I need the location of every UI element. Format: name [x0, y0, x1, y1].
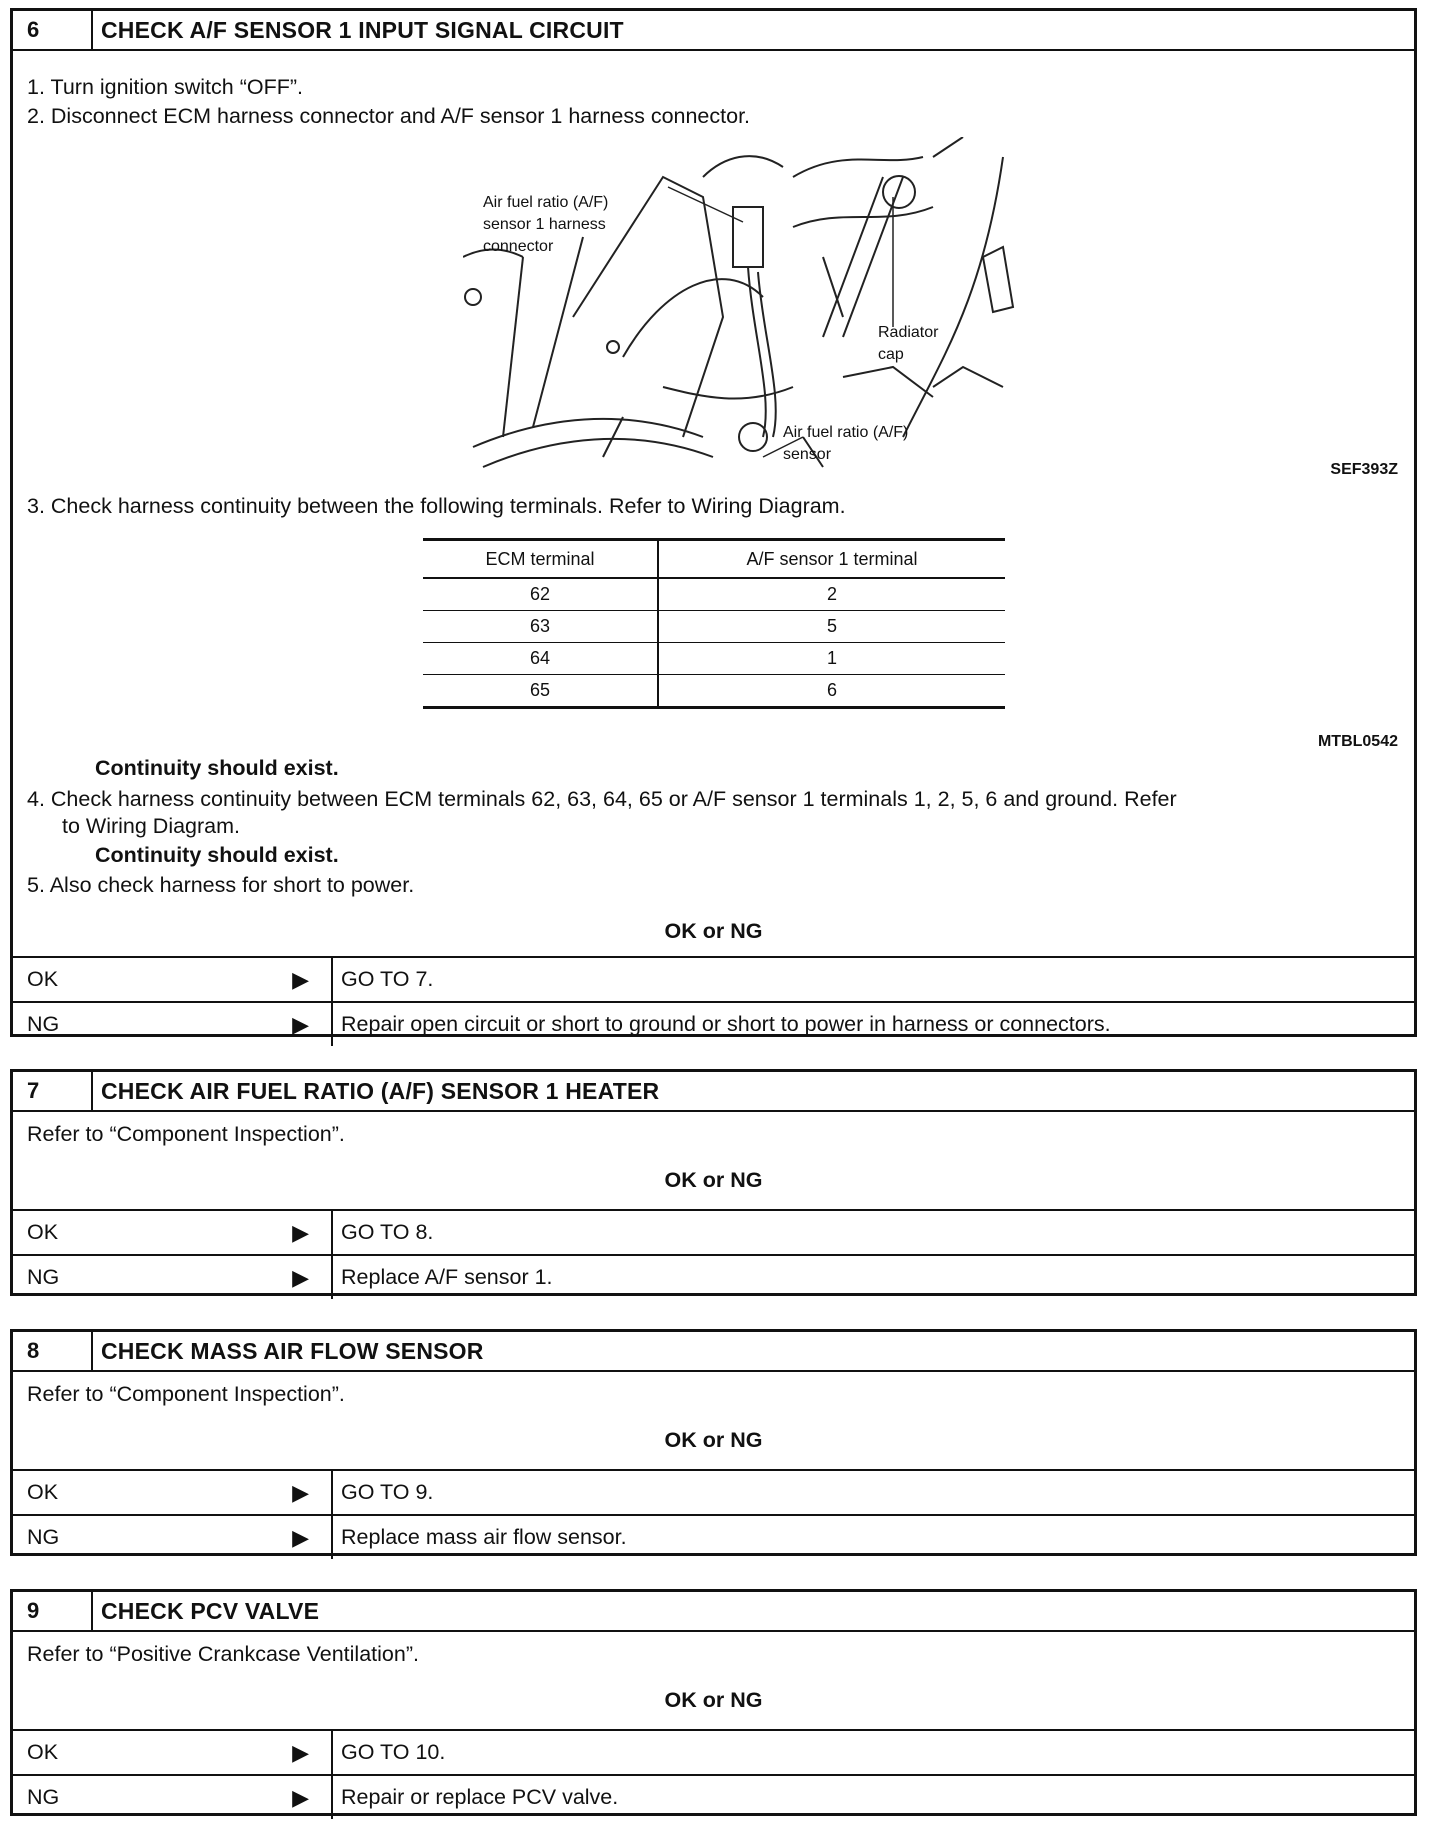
result-label: OK	[27, 1740, 59, 1764]
result-row-ng	[13, 1774, 1414, 1819]
step-7-box	[10, 1069, 1417, 1296]
instruction-line: Refer to “Component Inspection”.	[27, 1122, 345, 1146]
table-cell: 65	[423, 675, 658, 708]
ok-or-ng-label: OK or NG	[664, 919, 763, 943]
result-label: OK	[27, 1480, 59, 1504]
instruction-line: 4. Check harness continuity between ECM terminals 62, 63, 64, 65 or A/F sensor 1 terminals 1, 2, 5, 6 and ground. Refer	[27, 787, 1177, 811]
instruction-line: Refer to “Component Inspection”.	[27, 1382, 345, 1406]
arrow-icon: ▶	[292, 1264, 309, 1290]
step-title: CHECK A/F SENSOR 1 INPUT SIGNAL CIRCUIT	[101, 16, 624, 43]
step-header	[13, 1592, 1414, 1632]
step-title: CHECK PCV VALVE	[101, 1597, 320, 1624]
result-action: GO TO 9.	[331, 1471, 1414, 1514]
table-row	[423, 578, 1005, 611]
result-label: OK	[27, 1220, 59, 1244]
arrow-icon: ▶	[292, 1739, 309, 1765]
figure-code: SEF393Z	[1330, 461, 1398, 478]
terminal-table	[423, 538, 1005, 709]
table-cell: 5	[658, 611, 1005, 643]
step-body	[13, 1372, 1414, 1469]
result-label: OK	[27, 967, 59, 991]
instruction-line: 3. Check harness continuity between the following terminals. Refer to Wiring Diagram.	[27, 494, 846, 518]
result-action: Replace A/F sensor 1.	[331, 1256, 1414, 1299]
result-action: Repair open circuit or short to ground or short to power in harness or connectors.	[331, 1003, 1414, 1046]
result-action: GO TO 7.	[331, 958, 1414, 1001]
step-6-box	[10, 8, 1417, 1037]
instruction-line: Refer to “Positive Crankcase Ventilation”.	[27, 1642, 419, 1666]
table-header-row	[423, 540, 1005, 579]
table-cell: 6	[658, 675, 1005, 708]
step-number: 8	[13, 1332, 93, 1370]
step-number: 9	[13, 1592, 93, 1630]
table-row	[423, 643, 1005, 675]
step-title: CHECK MASS AIR FLOW SENSOR	[101, 1337, 484, 1364]
step-9-box	[10, 1589, 1417, 1816]
result-row-ok	[13, 1729, 1414, 1774]
result-row-ok	[13, 956, 1414, 1001]
result-row-ng	[13, 1254, 1414, 1299]
result-label: NG	[27, 1785, 60, 1809]
table-cell: 64	[423, 643, 658, 675]
figure-callout-connector: Air fuel ratio (A/F)	[483, 194, 609, 211]
ok-or-ng-label: OK or NG	[664, 1168, 763, 1192]
result-row-ng	[13, 1001, 1414, 1046]
result-label: NG	[27, 1012, 60, 1036]
result-label: NG	[27, 1525, 60, 1549]
step-number: 7	[13, 1072, 93, 1110]
table-code: MTBL0542	[1317, 733, 1398, 750]
figure-callout-radiator: cap	[878, 346, 904, 363]
instruction-line: to Wiring Diagram.	[62, 814, 241, 838]
instruction-line: 5. Also check harness for short to power.	[27, 873, 415, 897]
result-action: GO TO 8.	[331, 1211, 1414, 1254]
step-header	[13, 11, 1414, 51]
arrow-icon: ▶	[292, 1784, 309, 1810]
figure-callout-sensor: Air fuel ratio (A/F)	[783, 424, 909, 441]
table-row	[423, 611, 1005, 643]
arrow-icon: ▶	[292, 966, 309, 992]
ok-or-ng-label: OK or NG	[664, 1428, 763, 1452]
expected-result: Continuity should exist.	[95, 756, 339, 780]
table-header: ECM terminal	[423, 540, 658, 579]
ok-or-ng-label: OK or NG	[664, 1688, 763, 1712]
expected-result: Continuity should exist.	[95, 843, 339, 867]
step-title: CHECK AIR FUEL RATIO (A/F) SENSOR 1 HEATER	[101, 1077, 660, 1104]
step-body	[13, 1112, 1414, 1209]
result-action: Replace mass air flow sensor.	[331, 1516, 1414, 1559]
figure-callout-radiator: Radiator	[878, 324, 939, 341]
arrow-icon: ▶	[292, 1011, 309, 1037]
figure-callout-connector: sensor 1 harness	[483, 216, 606, 233]
table-cell: 63	[423, 611, 658, 643]
table-cell: 2	[658, 578, 1005, 611]
step-8-box	[10, 1329, 1417, 1556]
result-row-ok	[13, 1209, 1414, 1254]
result-action: GO TO 10.	[331, 1731, 1414, 1774]
arrow-icon: ▶	[292, 1524, 309, 1550]
step-header	[13, 1332, 1414, 1372]
table-row	[423, 675, 1005, 708]
result-action: Repair or replace PCV valve.	[331, 1776, 1414, 1819]
table-cell: 1	[658, 643, 1005, 675]
step-header	[13, 1072, 1414, 1112]
step-body	[13, 51, 1414, 943]
result-label: NG	[27, 1265, 60, 1289]
figure-callout-sensor: sensor	[783, 446, 832, 463]
table-cell: 62	[423, 578, 658, 611]
figure-callout-connector: connector	[483, 238, 554, 255]
result-row-ng	[13, 1514, 1414, 1559]
result-row-ok	[13, 1469, 1414, 1514]
arrow-icon: ▶	[292, 1479, 309, 1505]
instruction-line: 1. Turn ignition switch “OFF”.	[27, 75, 303, 99]
arrow-icon: ▶	[292, 1219, 309, 1245]
instruction-line: 2. Disconnect ECM harness connector and A/F sensor 1 harness connector.	[27, 104, 751, 128]
table-header: A/F sensor 1 terminal	[658, 540, 1005, 579]
engine-bay-illustration	[463, 137, 1023, 477]
step-body	[13, 1632, 1414, 1729]
step-number: 6	[13, 11, 93, 49]
